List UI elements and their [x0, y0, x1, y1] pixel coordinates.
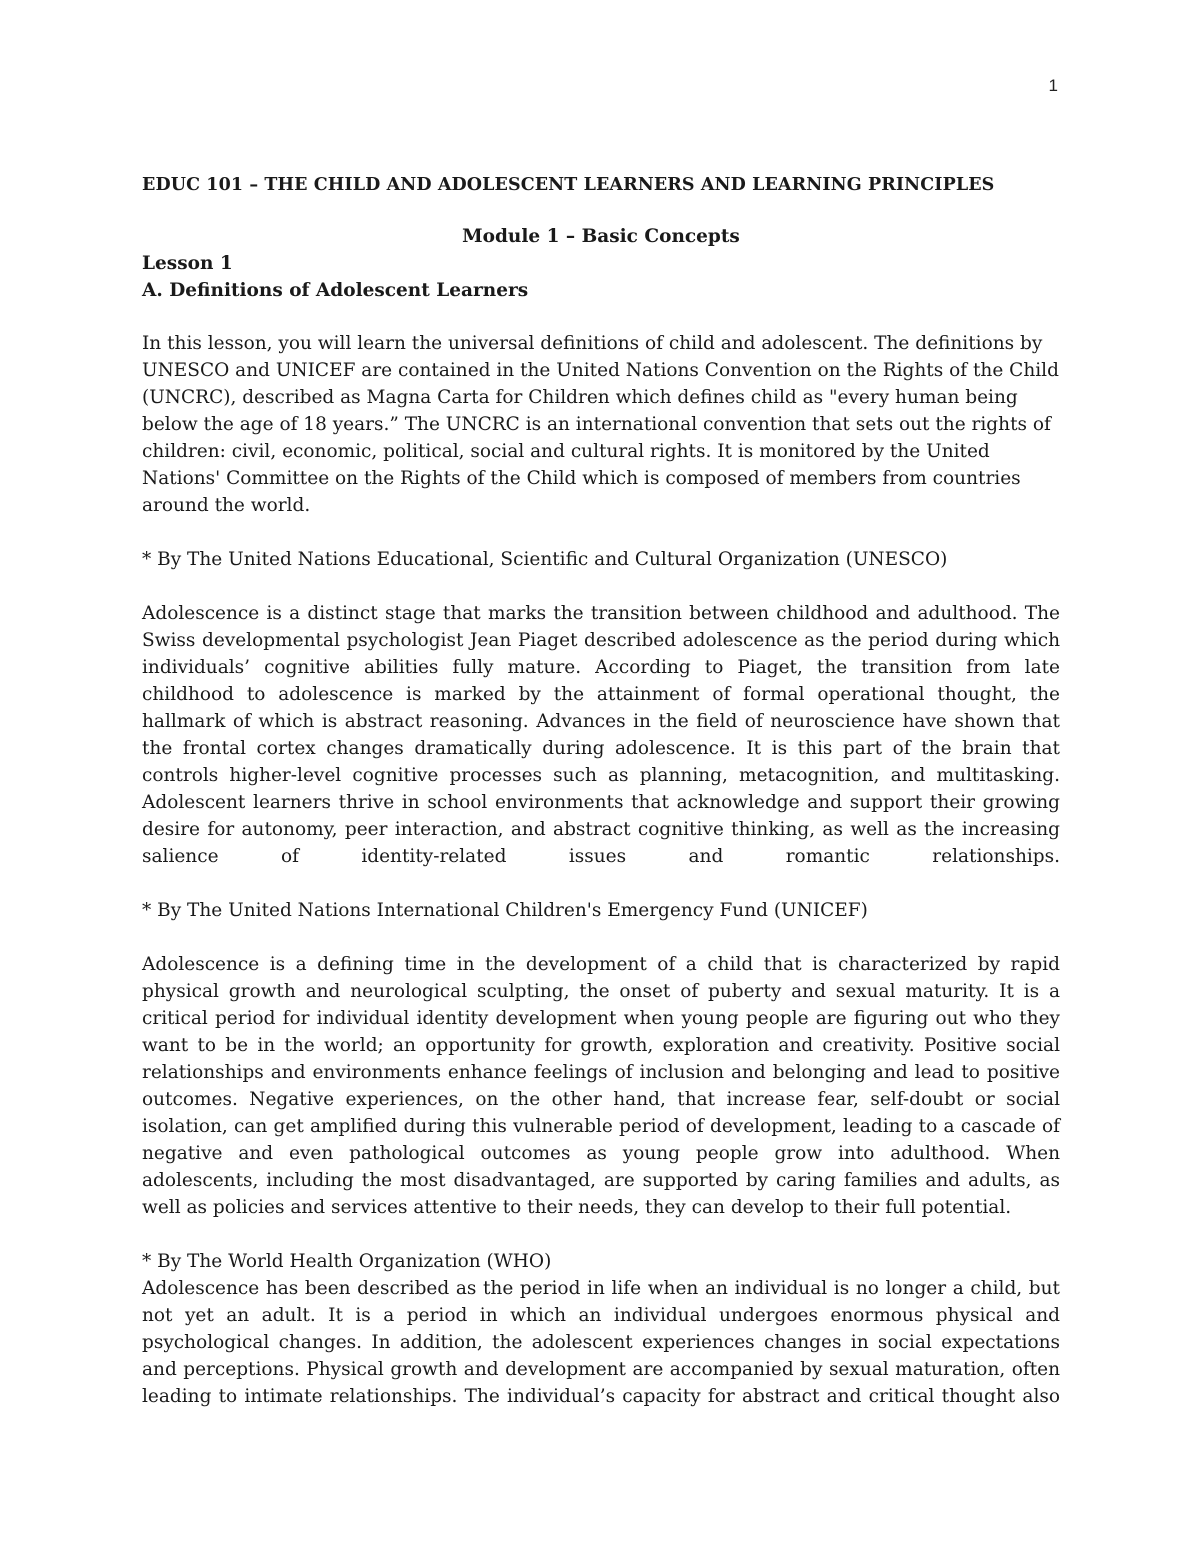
- page-number: 1: [1048, 76, 1058, 95]
- unesco-paragraph: Adolescence is a distinct stage that marks the transition between childhood and adulthood. The Swiss developmental psychologist Jean Piaget described adolescence as the period during which individuals’ cognitive abilities fully mature. According to Piaget, the transition from late childhood to adolescence is marked by the attainment of formal operational thought, the hallmark of which is abstract reasoning. Advances in the field of neuroscience have shown that the frontal cortex changes dramatically during adolescence. It is this part of the brain that controls higher-level cognitive processes such as planning, metacognition, and multitasking. Adolescent learners thrive in school environments that acknowledge and support their growing desire for autonomy, peer interaction, and abstract cognitive thinking, as well as the increasing salience of identity-related issues and romantic relationships.: [142, 603, 1060, 867]
- who-source-heading: * By The World Health Organization (WHO): [142, 1251, 552, 1272]
- who-paragraph: Adolescence has been described as the period in life when an individual is no longer a child, but not yet an adult. It is a period in which an individual undergoes enormous physical and psychological changes. In addition, the adolescent experiences changes in social expectations and perceptions. Physical growth and development are accompanied by sexual maturation, often leading to intimate relationships. The individual’s capacity for abstract and critical thought also: [142, 1278, 1060, 1407]
- document-body: [142, 172, 1060, 1437]
- module-title: Module 1 – Basic Concepts: [462, 226, 740, 247]
- document-title: EDUC 101 – THE CHILD AND ADOLESCENT LEARNERS AND LEARNING PRINCIPLES: [142, 175, 995, 195]
- section-heading: A. Definitions of Adolescent Learners: [142, 280, 529, 301]
- lesson-label: Lesson 1: [142, 253, 233, 274]
- intro-paragraph: In this lesson, you will learn the universal definitions of child and adolescent. The definitions by UNESCO and UNICEF are contained in the United Nations Convention on the Rights of the Child (UNCRC), described as Magna Carta for Children which defines child as "every human being below the age of 18 years.” The UNCRC is an international convention that sets out the rights of children: civil, economic, political, social and cultural rights. It is monitored by the United Nations' Committee on the Rights of the Child which is composed of members from countries around the world.: [142, 333, 1059, 516]
- unesco-source-heading: * By The United Nations Educational, Scientific and Cultural Organization (UNESCO): [142, 549, 948, 570]
- unicef-source-heading: * By The United Nations International Children's Emergency Fund (UNICEF): [142, 900, 868, 921]
- unicef-paragraph: Adolescence is a defining time in the development of a child that is characterized by rapid physical growth and neurological sculpting, the onset of puberty and sexual maturity. It is a critical period for individual identity development when young people are figuring out who they want to be in the world; an opportunity for growth, exploration and creativity. Positive social relationships and environments enhance feelings of inclusion and belonging and lead to positive outcomes. Negative experiences, on the other hand, that increase fear, self-doubt or social isolation, can get amplified during this vulnerable period of development, leading to a cascade of negative and even pathological outcomes as young people grow into adulthood. When adolescents, including the most disadvantaged, are supported by caring families and adults, as well as policies and services attentive to their needs, they can develop to their full potential.: [142, 954, 1060, 1218]
